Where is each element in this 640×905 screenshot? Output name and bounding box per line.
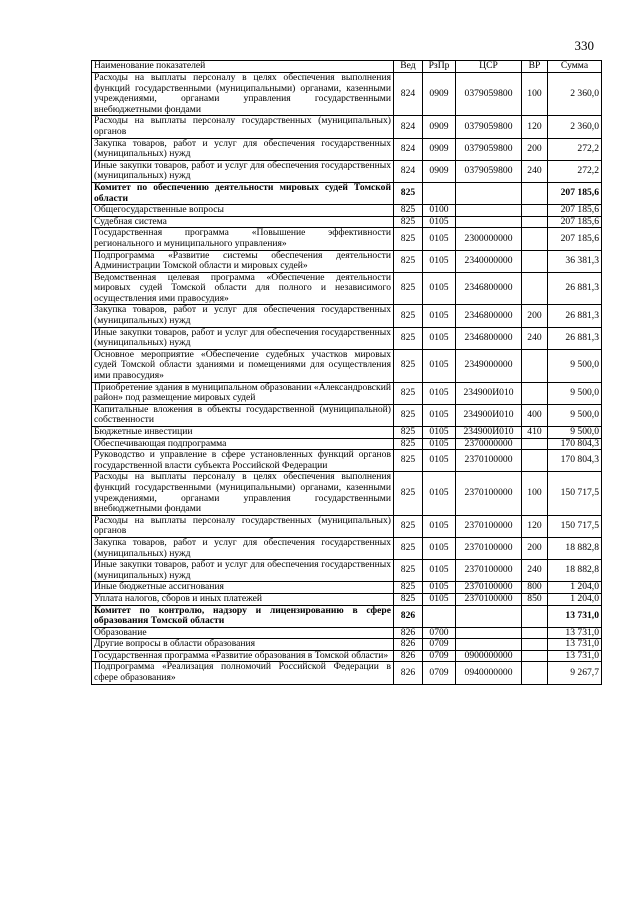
cell-csr: 0900000000: [456, 650, 522, 662]
cell-sum: 9 500,0: [548, 404, 602, 426]
table-row: [92, 160, 602, 182]
table-row: [92, 593, 602, 605]
cell-sum: 2 360,0: [548, 73, 602, 116]
cell-ved: 825: [394, 537, 423, 559]
cell-name: Основное мероприятие «Обеспечение судебных участков мировых судей Томской области зданиями и помещениями для осуществления ими правосудия»: [92, 349, 394, 382]
cell-sum: 170 804,3: [548, 438, 602, 450]
cell-csr: 2370100000: [456, 537, 522, 559]
cell-name: Расходы на выплаты персоналу государственных (муниципальных) органов: [92, 116, 394, 138]
cell-rzpr: 0105: [423, 349, 456, 382]
cell-rzpr: 0105: [423, 382, 456, 404]
table-row: [92, 639, 602, 651]
cell-ved: 825: [394, 404, 423, 426]
cell-rzpr: 0105: [423, 593, 456, 605]
cell-vr: [522, 250, 548, 272]
cell-vr: 200: [522, 138, 548, 160]
cell-vr: 200: [522, 537, 548, 559]
header-sum: Сумма: [548, 61, 602, 73]
cell-csr: 2370100000: [456, 515, 522, 537]
cell-ved: 825: [394, 582, 423, 594]
cell-vr: 100: [522, 472, 548, 515]
cell-name: Капитальные вложения в объекты государственной (муниципальной) собственности: [92, 404, 394, 426]
cell-vr: 240: [522, 560, 548, 582]
cell-name: Уплата налогов, сборов и иных платежей: [92, 593, 394, 605]
cell-csr: 234900И010: [456, 404, 522, 426]
cell-name: Иные закупки товаров, работ и услуг для обеспечения государственных (муниципальных) нужд: [92, 160, 394, 182]
cell-sum: 272,2: [548, 138, 602, 160]
cell-rzpr: 0105: [423, 582, 456, 594]
table-row: [92, 582, 602, 594]
cell-csr: 2346800000: [456, 327, 522, 349]
cell-rzpr: 0105: [423, 216, 456, 228]
cell-csr: 0379059800: [456, 138, 522, 160]
table-row: [92, 382, 602, 404]
cell-sum: 272,2: [548, 160, 602, 182]
table-row: [92, 404, 602, 426]
cell-ved: 825: [394, 593, 423, 605]
cell-csr: 0379059800: [456, 73, 522, 116]
cell-vr: 410: [522, 427, 548, 439]
cell-sum: 9 500,0: [548, 427, 602, 439]
cell-vr: 200: [522, 305, 548, 327]
cell-rzpr: 0909: [423, 138, 456, 160]
cell-ved: 826: [394, 639, 423, 651]
budget-table: [91, 60, 602, 685]
cell-rzpr: 0105: [423, 472, 456, 515]
table-row: [92, 472, 602, 515]
cell-name: Иные закупки товаров, работ и услуг для обеспечения государственных (муниципальных) нужд: [92, 560, 394, 582]
cell-rzpr: [423, 605, 456, 627]
cell-name: Расходы на выплаты персоналу государственных (муниципальных) органов: [92, 515, 394, 537]
cell-sum: 1 204,0: [548, 593, 602, 605]
cell-vr: 800: [522, 582, 548, 594]
cell-ved: 825: [394, 560, 423, 582]
cell-rzpr: 0909: [423, 73, 456, 116]
cell-rzpr: 0709: [423, 639, 456, 651]
cell-vr: 240: [522, 160, 548, 182]
table-row: [92, 182, 602, 204]
cell-ved: 825: [394, 382, 423, 404]
cell-csr: 2370100000: [456, 472, 522, 515]
cell-vr: 240: [522, 327, 548, 349]
cell-name: Общегосударственные вопросы: [92, 205, 394, 217]
table-row: [92, 560, 602, 582]
cell-ved: 825: [394, 216, 423, 228]
table-row: [92, 205, 602, 217]
cell-rzpr: 0700: [423, 627, 456, 639]
cell-vr: [522, 662, 548, 684]
cell-ved: 825: [394, 515, 423, 537]
cell-rzpr: 0105: [423, 404, 456, 426]
table-row: [92, 73, 602, 116]
cell-ved: 825: [394, 228, 423, 250]
cell-rzpr: 0909: [423, 116, 456, 138]
cell-sum: 26 881,3: [548, 272, 602, 305]
cell-sum: 170 804,3: [548, 450, 602, 472]
cell-ved: 825: [394, 438, 423, 450]
cell-name: Обеспечивающая подпрограмма: [92, 438, 394, 450]
cell-name: Образование: [92, 627, 394, 639]
cell-rzpr: 0105: [423, 305, 456, 327]
cell-name: Иные бюджетные ассигнования: [92, 582, 394, 594]
cell-rzpr: 0105: [423, 272, 456, 305]
cell-ved: 826: [394, 605, 423, 627]
cell-sum: 2 360,0: [548, 116, 602, 138]
cell-rzpr: 0105: [423, 560, 456, 582]
cell-sum: 26 881,3: [548, 305, 602, 327]
cell-sum: 36 381,3: [548, 250, 602, 272]
table-row: [92, 250, 602, 272]
table-row: [92, 228, 602, 250]
cell-name: Подпрограмма «Развитие системы обеспечения деятельности Администрации Томской области и мировых судей»: [92, 250, 394, 272]
cell-name: Комитет по обеспечению деятельности мировых судей Томской области: [92, 182, 394, 204]
cell-sum: 150 717,5: [548, 515, 602, 537]
table-row: [92, 305, 602, 327]
cell-vr: [522, 450, 548, 472]
cell-sum: 26 881,3: [548, 327, 602, 349]
cell-vr: 120: [522, 515, 548, 537]
cell-vr: [522, 182, 548, 204]
cell-sum: 207 185,6: [548, 216, 602, 228]
header-vr: ВР: [522, 61, 548, 73]
cell-csr: 2349000000: [456, 349, 522, 382]
cell-csr: [456, 639, 522, 651]
cell-sum: 18 882,8: [548, 537, 602, 559]
cell-csr: [456, 605, 522, 627]
cell-ved: 825: [394, 327, 423, 349]
cell-ved: 826: [394, 627, 423, 639]
cell-sum: 13 731,0: [548, 627, 602, 639]
cell-csr: 2370100000: [456, 593, 522, 605]
cell-vr: [522, 605, 548, 627]
cell-rzpr: 0709: [423, 662, 456, 684]
cell-rzpr: 0105: [423, 438, 456, 450]
cell-rzpr: 0105: [423, 427, 456, 439]
cell-vr: [522, 272, 548, 305]
cell-ved: 825: [394, 205, 423, 217]
cell-sum: 150 717,5: [548, 472, 602, 515]
cell-csr: [456, 627, 522, 639]
cell-sum: 13 731,0: [548, 639, 602, 651]
header-ved: Вед: [394, 61, 423, 73]
cell-ved: 825: [394, 472, 423, 515]
cell-ved: 825: [394, 450, 423, 472]
cell-name: Государственная программа «Развитие образования в Томской области»: [92, 650, 394, 662]
table-row: [92, 515, 602, 537]
cell-csr: 2370100000: [456, 450, 522, 472]
table-row: [92, 272, 602, 305]
cell-rzpr: 0105: [423, 228, 456, 250]
cell-csr: 0379059800: [456, 116, 522, 138]
cell-csr: 2346800000: [456, 305, 522, 327]
cell-csr: 234900И010: [456, 382, 522, 404]
cell-name: Государственная программа «Повышение эффективности регионального и муниципального управления»: [92, 228, 394, 250]
header-csr: ЦСР: [456, 61, 522, 73]
cell-name: Судебная система: [92, 216, 394, 228]
cell-rzpr: [423, 182, 456, 204]
cell-sum: 207 185,6: [548, 205, 602, 217]
header-rzpr: РзПр: [423, 61, 456, 73]
cell-ved: 825: [394, 250, 423, 272]
table-row: [92, 138, 602, 160]
cell-ved: 824: [394, 116, 423, 138]
cell-ved: 826: [394, 650, 423, 662]
cell-name: Приобретение здания в муниципальном образовании «Александровский район» под размещение мировых судей: [92, 382, 394, 404]
cell-csr: 234900И010: [456, 427, 522, 439]
cell-csr: 2370100000: [456, 560, 522, 582]
cell-sum: 9 500,0: [548, 382, 602, 404]
cell-name: Комитет по контролю, надзору и лицензированию в сфере образования Томской области: [92, 605, 394, 627]
cell-name: Руководство и управление в сфере установленных функций органов государственной власти субъекта Российской Федерации: [92, 450, 394, 472]
cell-sum: 9 500,0: [548, 349, 602, 382]
cell-ved: 826: [394, 662, 423, 684]
cell-ved: 825: [394, 349, 423, 382]
table-header-row: [92, 61, 602, 73]
cell-vr: [522, 349, 548, 382]
cell-rzpr: 0105: [423, 450, 456, 472]
table-row: [92, 650, 602, 662]
table-row: [92, 427, 602, 439]
cell-csr: 2346800000: [456, 272, 522, 305]
cell-ved: 825: [394, 427, 423, 439]
cell-vr: [522, 639, 548, 651]
cell-name: Закупка товаров, работ и услуг для обеспечения государственных (муниципальных) нужд: [92, 305, 394, 327]
cell-csr: [456, 182, 522, 204]
cell-name: Ведомственная целевая программа «Обеспечение деятельности мировых судей Томской области для полного и независимого осуществления ими правосудия»: [92, 272, 394, 305]
cell-name: Закупка товаров, работ и услуг для обеспечения государственных (муниципальных) нужд: [92, 537, 394, 559]
cell-csr: 2370100000: [456, 582, 522, 594]
cell-name: Другие вопросы в области образования: [92, 639, 394, 651]
cell-ved: 824: [394, 138, 423, 160]
cell-ved: 824: [394, 73, 423, 116]
cell-sum: 1 204,0: [548, 582, 602, 594]
table-body: [92, 73, 602, 685]
page-number: 330: [574, 38, 594, 53]
table-row: [92, 349, 602, 382]
cell-vr: [522, 627, 548, 639]
cell-vr: [522, 650, 548, 662]
table-row: [92, 662, 602, 684]
cell-vr: [522, 438, 548, 450]
cell-rzpr: 0709: [423, 650, 456, 662]
table-row: [92, 627, 602, 639]
table-row: [92, 438, 602, 450]
cell-csr: 2300000000: [456, 228, 522, 250]
cell-rzpr: 0909: [423, 160, 456, 182]
cell-csr: 0379059800: [456, 160, 522, 182]
cell-vr: [522, 205, 548, 217]
cell-vr: [522, 216, 548, 228]
cell-vr: 850: [522, 593, 548, 605]
cell-rzpr: 0105: [423, 537, 456, 559]
cell-name: Подпрограмма «Реализация полномочий Российской Федерации в сфере образования»: [92, 662, 394, 684]
table-row: [92, 116, 602, 138]
cell-name: Расходы на выплаты персоналу в целях обеспечения выполнения функций государственными (муниципальными) органами, казенными учреждениями, органами управления государственными внебюджетными фондами: [92, 73, 394, 116]
table-row: [92, 327, 602, 349]
cell-csr: [456, 205, 522, 217]
cell-csr: [456, 216, 522, 228]
cell-sum: 13 731,0: [548, 650, 602, 662]
table-row: [92, 216, 602, 228]
cell-sum: 13 731,0: [548, 605, 602, 627]
cell-sum: 9 267,7: [548, 662, 602, 684]
cell-sum: 207 185,6: [548, 182, 602, 204]
cell-rzpr: 0105: [423, 515, 456, 537]
cell-name: Бюджетные инвестиции: [92, 427, 394, 439]
cell-csr: 2340000000: [456, 250, 522, 272]
cell-rzpr: 0105: [423, 327, 456, 349]
cell-name: Закупка товаров, работ и услуг для обеспечения государственных (муниципальных) нужд: [92, 138, 394, 160]
cell-name: Иные закупки товаров, работ и услуг для обеспечения государственных (муниципальных) нужд: [92, 327, 394, 349]
cell-ved: 825: [394, 182, 423, 204]
cell-name: Расходы на выплаты персоналу в целях обеспечения выполнения функций государственными (муниципальными) органами, казенными учреждениями, органами управления государственными внебюджетными фондами: [92, 472, 394, 515]
cell-vr: [522, 228, 548, 250]
cell-rzpr: 0100: [423, 205, 456, 217]
cell-rzpr: 0105: [423, 250, 456, 272]
cell-vr: [522, 382, 548, 404]
cell-vr: 120: [522, 116, 548, 138]
cell-csr: 0940000000: [456, 662, 522, 684]
cell-sum: 18 882,8: [548, 560, 602, 582]
cell-vr: 100: [522, 73, 548, 116]
cell-vr: 400: [522, 404, 548, 426]
cell-ved: 825: [394, 305, 423, 327]
header-name: Наименование показателей: [92, 61, 394, 73]
cell-ved: 824: [394, 160, 423, 182]
table-row: [92, 605, 602, 627]
cell-ved: 825: [394, 272, 423, 305]
table-row: [92, 537, 602, 559]
cell-csr: 2370000000: [456, 438, 522, 450]
table-row: [92, 450, 602, 472]
cell-sum: 207 185,6: [548, 228, 602, 250]
